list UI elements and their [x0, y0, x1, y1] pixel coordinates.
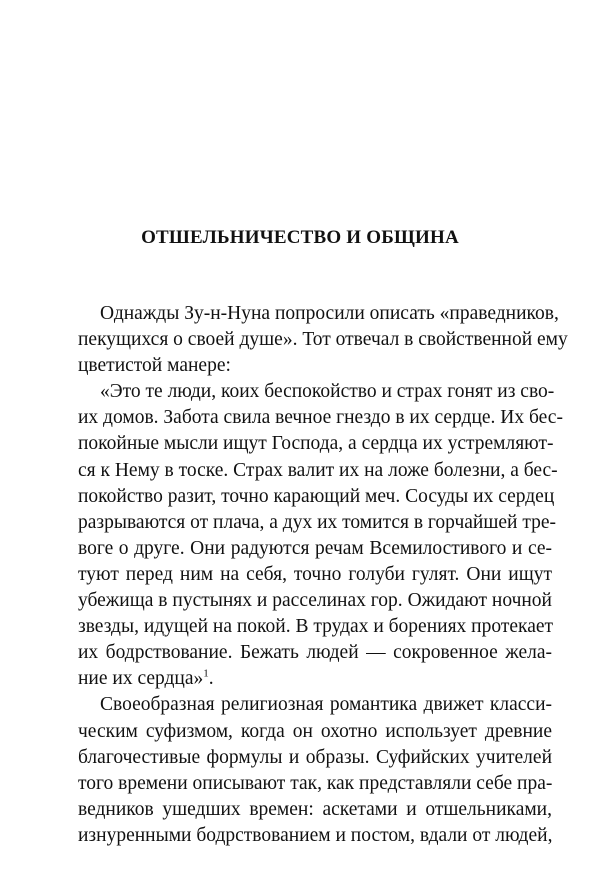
text-line: «Это те люди, коих беспокойство и страх гонят из сво- [100, 381, 555, 403]
text-line: ведников ушедших времен: аскетами и отшельниками, [78, 798, 552, 820]
text-line: ческим суфизмом, когда он охотно использует древние [78, 720, 552, 742]
text-line: убежища в пустынях и расселинах гор. Ожидают ночной [78, 590, 552, 612]
footnote-ref[interactable]: 1 [203, 667, 209, 680]
text-line: звезды, идущей на покой. В трудах и борениях протекает [78, 616, 554, 638]
text-line: ся к Нему в тоске. Страх валит их на ложе болезни, а бес- [78, 459, 558, 481]
text-line: изнуренными бодрствованием и постом, вдали от людей, [78, 824, 553, 846]
text-line: их домов. Забота свила вечное гнездо в их сердце. Их бес- [78, 407, 563, 429]
text-line: разрываются от плача, а дух их томится в горчайшей тре- [78, 511, 556, 533]
text-line: ние их сердца»$^1$. [78, 667, 214, 690]
text-line: Своеобразная религиозная романтика движет класси- [100, 694, 552, 716]
text-line: туют перед ним на себя, точно голуби гулят. Они ищут [78, 563, 552, 585]
text-line: благочестивые формулы и образы. Суфийских учителей [78, 746, 552, 768]
text-line: покойные мысли ищут Господа, а сердца их устремляют- [78, 433, 554, 455]
text-line: их бодрствование. Бежать людей — сокровенное жела- [78, 642, 552, 664]
text-line: цветистой манере: [78, 355, 231, 377]
chapter-title: ОТШЕЛЬНИЧЕСТВО И ОБЩИНА [141, 227, 459, 248]
body-text [78, 301, 568, 849]
text-line: того времени описывают так, как представляли себе пра- [78, 772, 553, 794]
text-line-content: ние их сердца» [78, 668, 204, 690]
text-line: покойство разит, точно карающий меч. Сосуды их сердец [78, 485, 555, 507]
text-line: Однажды Зу-н-Нуна попросили описать «праведников, [100, 303, 559, 324]
text-line: воге о друге. Они радуются речам Всемилостивого и се- [78, 537, 552, 559]
text-line: пекущихся о своей душе». Тот отвечал в свойственной ему [78, 329, 568, 351]
